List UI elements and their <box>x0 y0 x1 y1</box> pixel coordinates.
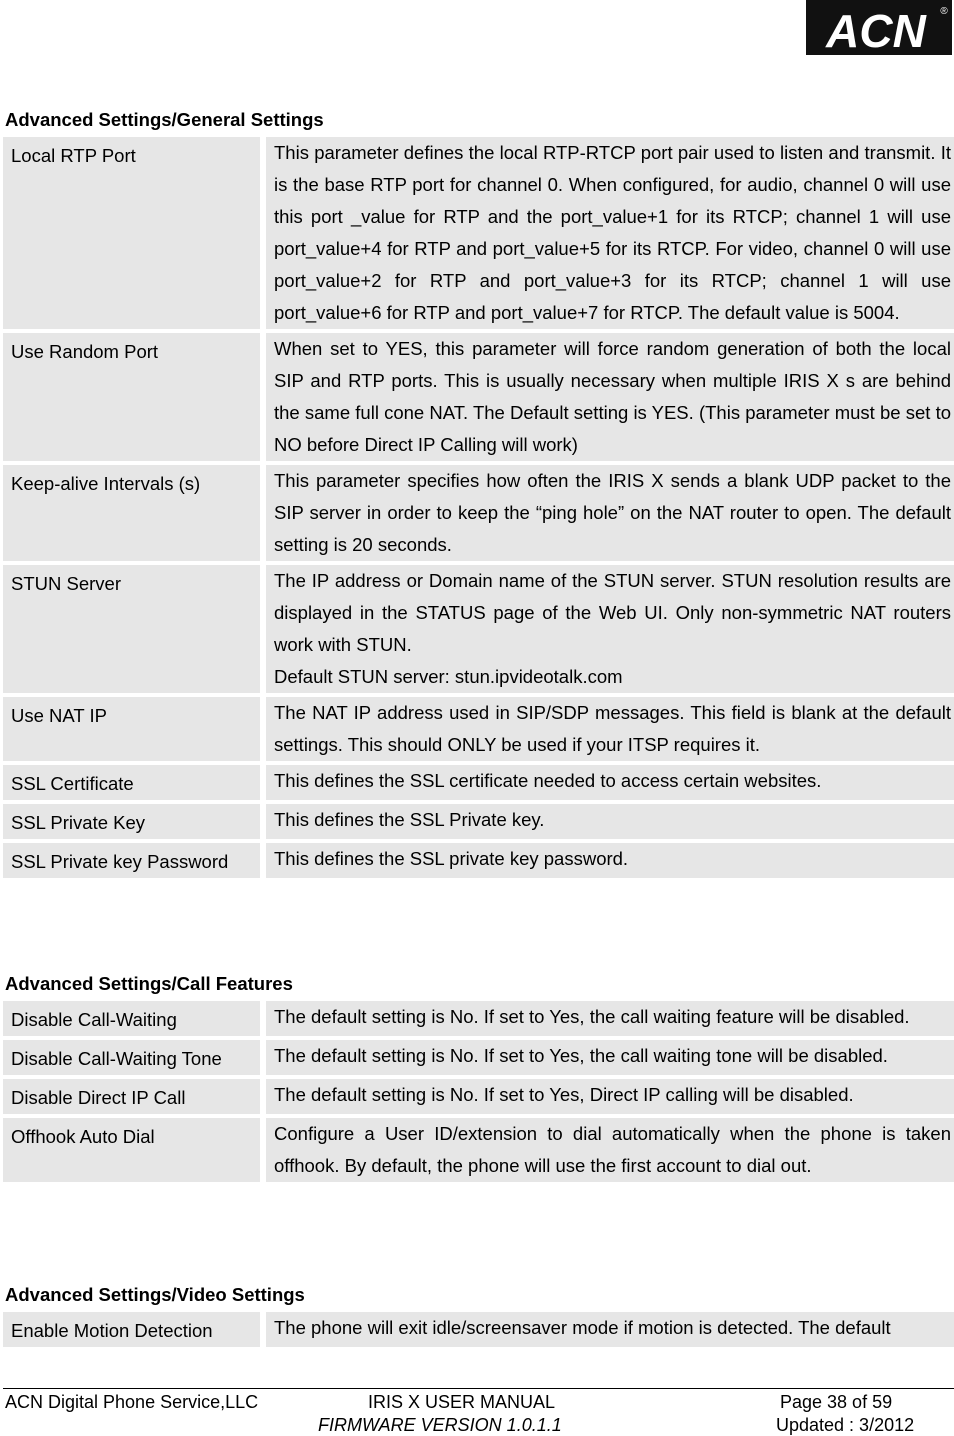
general-settings-table <box>3 133 954 882</box>
param-name: Keep-alive Intervals (s) <box>3 465 266 561</box>
param-desc: This defines the SSL private key password. <box>266 843 954 878</box>
param-name: Local RTP Port <box>3 137 266 329</box>
logo-text: ACN <box>826 5 926 55</box>
table-row <box>3 843 954 878</box>
footer-updated: Updated : 3/2012 <box>776 1415 915 1435</box>
table-row <box>3 804 954 839</box>
table-row <box>3 1079 954 1114</box>
param-name: Enable Motion Detection <box>3 1312 266 1347</box>
table-row <box>3 1001 954 1036</box>
table-row <box>3 1118 954 1182</box>
acn-logo <box>806 0 952 55</box>
param-name: Disable Call-Waiting Tone <box>3 1040 266 1075</box>
param-desc-default: Default STUN server: stun.ipvideotalk.com <box>274 666 623 687</box>
param-desc-line: The IP address or Domain name of the STUN server. STUN resolution results are displayed in the STATUS page of the Web UI. Only non-symmetric NAT routers work with STUN. <box>274 570 951 655</box>
footer-manual-title: IRIS X USER MANUAL <box>368 1392 556 1412</box>
section-title-video-settings: Advanced Settings/Video Settings <box>5 1284 305 1305</box>
footer-firmware: FIRMWARE VERSION 1.0.1.1 <box>318 1415 562 1435</box>
param-name: SSL Private Key <box>3 804 266 839</box>
param-desc <box>266 565 954 693</box>
param-desc: When set to YES, this parameter will force random generation of both the local SIP and RTP ports. This is usually necessary when multiple IRIS X s are behind the same full cone NAT. The Default setting is YES. (This parameter must be set to NO before Direct IP Calling will work) <box>266 333 954 461</box>
table-row <box>3 1040 954 1075</box>
footer-divider <box>3 1388 954 1389</box>
param-desc: This parameter defines the local RTP-RTCP port pair used to listen and transmit. It is the base RTP port for channel 0. When configured, for audio, channel 0 will use this port _value for RTP and the port_value+1 for its RTCP; channel 1 will use port_value+4 for RTP and port_value+5 for its RTCP. For video, channel 0 will use port_value+2 for RTP and port_value+3 for its RTCP; channel 1 will use port_value+6 for RTP and port_value+7 for RTCP. The default value is 5004. <box>266 137 954 329</box>
table-row <box>3 565 954 693</box>
param-desc: This defines the SSL certificate needed to access certain websites. <box>266 765 954 800</box>
param-name: Offhook Auto Dial <box>3 1118 266 1182</box>
registered-mark: ® <box>940 6 948 17</box>
param-desc: This parameter specifies how often the IRIS X sends a blank UDP packet to the SIP server in order to keep the “ping hole” on the NAT router to open. The default setting is 20 seconds. <box>266 465 954 561</box>
param-desc: The default setting is No. If set to Yes, the call waiting feature will be disabled. <box>266 1001 954 1036</box>
param-name: Use NAT IP <box>3 697 266 761</box>
table-row <box>3 697 954 761</box>
video-settings-table <box>3 1308 954 1351</box>
param-name: STUN Server <box>3 565 266 693</box>
table-row <box>3 333 954 461</box>
call-features-table <box>3 997 954 1186</box>
table-row <box>3 465 954 561</box>
footer-company: ACN Digital Phone Service,LLC <box>5 1392 259 1412</box>
param-name: SSL Private key Password <box>3 843 266 878</box>
param-desc: The default setting is No. If set to Yes, the call waiting tone will be disabled. <box>266 1040 954 1075</box>
param-desc: The NAT IP address used in SIP/SDP messages. This field is blank at the default settings. This should ONLY be used if your ITSP requires it. <box>266 697 954 761</box>
param-desc: The default setting is No. If set to Yes, Direct IP calling will be disabled. <box>266 1079 954 1114</box>
table-row <box>3 137 954 329</box>
param-desc: This defines the SSL Private key. <box>266 804 954 839</box>
param-desc: Configure a User ID/extension to dial automatically when the phone is taken offhook. By default, the phone will use the first account to dial out. <box>266 1118 954 1182</box>
param-name: SSL Certificate <box>3 765 266 800</box>
section-title-general: Advanced Settings/General Settings <box>5 109 324 130</box>
table-row <box>3 765 954 800</box>
param-name: Use Random Port <box>3 333 266 461</box>
section-title-call-features: Advanced Settings/Call Features <box>5 973 293 994</box>
param-name: Disable Call-Waiting <box>3 1001 266 1036</box>
footer-page-number: Page 38 of 59 <box>780 1392 893 1412</box>
param-name: Disable Direct IP Call <box>3 1079 266 1114</box>
table-row <box>3 1312 954 1347</box>
param-desc: The phone will exit idle/screensaver mode if motion is detected. The default <box>266 1312 954 1347</box>
